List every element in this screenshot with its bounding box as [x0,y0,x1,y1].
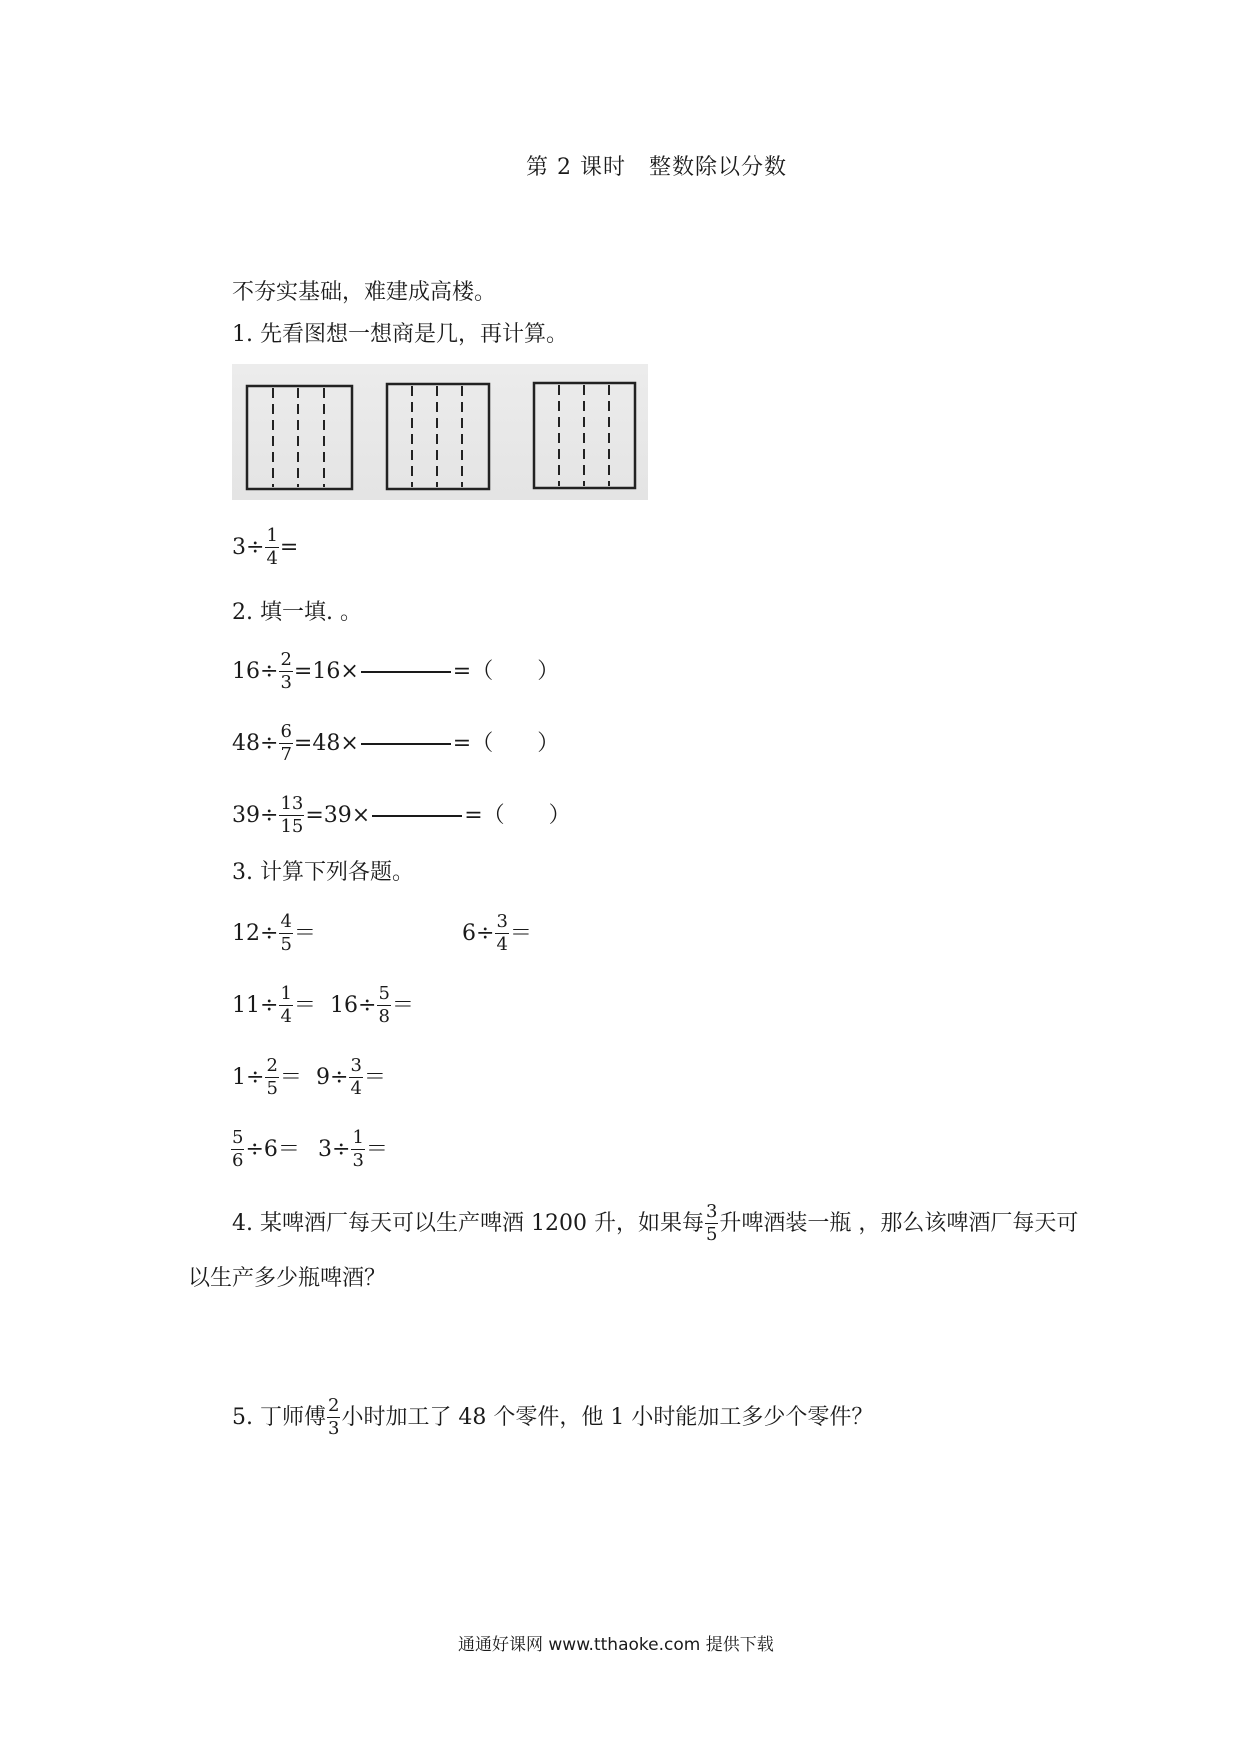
answer-parentheses[interactable]: =（ ） [464,802,571,828]
denominator: 8 [378,1006,390,1027]
divide-part: ÷6＝ [245,1136,300,1162]
numerator: 2 [266,1055,278,1076]
equals-sign: = [279,534,299,560]
fraction [279,794,304,837]
fraction [705,1202,718,1245]
question-2-item [232,650,559,693]
fraction [279,722,292,765]
calc-item [232,912,316,955]
question-4-line-2: 以生产多少瓶啤酒？ [188,1266,387,1291]
question-1-expression [232,526,298,569]
whole-part: 9÷ [316,1064,349,1090]
numerator: 2 [280,649,292,670]
whole-part: 1÷ [232,1064,265,1090]
numerator: 1 [266,525,278,546]
fraction [279,912,292,955]
page-title: 第 2 课时 整数除以分数 [526,155,787,180]
page-footer: 通通好课网 www.tthaoke.com 提供下载 [458,1635,774,1655]
whole-part: 48÷ [232,730,279,756]
fraction [327,1396,340,1439]
whole-part: 3÷ [318,1136,351,1162]
answer-parentheses[interactable]: =（ ） [452,658,560,684]
whole-part: 12÷ [232,920,279,946]
calc-item [232,1056,302,1099]
question-1-label: 1. 先看图想一想商是几，再计算。 [232,322,568,347]
whole-part: 6÷ [462,920,495,946]
squares-divided-into-quarters-icon [232,364,648,500]
answer-blank-line[interactable] [372,815,462,817]
motto: 不夯实基础，难建成高楼。 [232,280,497,305]
numerator: 5 [378,983,390,1004]
answer-blank-line[interactable] [361,743,451,745]
numerator: 2 [327,1395,340,1416]
calc-item [230,1128,300,1171]
denominator: 5 [280,934,292,955]
numerator: 6 [280,721,292,742]
whole-part: 16÷ [232,658,279,684]
equals-sign: ＝ [293,992,316,1018]
denominator: 4 [266,548,278,569]
denominator: 6 [232,1150,244,1171]
denominator: 15 [280,816,304,837]
question-3-label: 3. 计算下列各题。 [232,860,414,885]
denominator: 4 [280,1006,292,1027]
question-5-text: 小时加工了 48 个零件，他 1 小时能加工多少个零件？ [341,1404,874,1430]
calc-item [318,1128,388,1171]
fraction [231,1128,244,1171]
numerator: 1 [352,1127,364,1148]
numerator: 3 [705,1201,718,1222]
whole-part: 16÷ [330,992,377,1018]
question-4-text: 升啤酒装一瓶 ，那么该啤酒厂每天可 [719,1210,1079,1236]
fraction [495,912,508,955]
denominator: 3 [352,1150,364,1171]
whole-part: 39÷ [232,802,279,828]
question-2-label: 2. 填一填. 。 [232,600,362,625]
fraction [279,984,292,1027]
denominator: 3 [327,1418,340,1439]
equals-sign: ＝ [363,1064,386,1090]
question-4-line-1 [232,1202,1078,1245]
fraction [265,1056,278,1099]
numerator: 1 [280,983,292,1004]
question-5 [232,1396,873,1439]
equals-sign: ＝ [365,1136,388,1162]
numerator: 3 [350,1055,362,1076]
calc-item [330,984,414,1027]
numerator: 3 [496,911,508,932]
multiply-part: =48× [293,730,359,756]
denominator: 4 [496,934,508,955]
multiply-part: =16× [293,658,359,684]
question-5-text: 5. 丁师傅 [232,1404,326,1430]
question-2-item [232,722,559,765]
whole-part: 3÷ [232,534,265,560]
answer-blank-line[interactable] [361,671,451,673]
equals-sign: ＝ [279,1064,302,1090]
numerator: 5 [232,1127,244,1148]
whole-part: 11÷ [232,992,279,1018]
question-2-item [232,794,571,837]
fraction-grid-photo [232,364,648,500]
denominator: 5 [705,1224,718,1245]
equals-sign: ＝ [391,992,414,1018]
equals-sign: ＝ [509,920,532,946]
fraction [265,526,278,569]
calc-item [232,984,316,1027]
fraction [351,1128,364,1171]
equals-sign: ＝ [293,920,316,946]
denominator: 7 [280,744,292,765]
answer-parentheses[interactable]: =（ ） [452,730,560,756]
fraction [279,650,292,693]
calc-item [462,912,532,955]
calc-item [316,1056,386,1099]
question-4-text: 4. 某啤酒厂每天可以生产啤酒 1200 升，如果每 [232,1210,704,1236]
fraction [349,1056,362,1099]
denominator: 4 [350,1078,362,1099]
numerator: 4 [280,911,292,932]
denominator: 5 [266,1078,278,1099]
multiply-part: =39× [305,802,371,828]
fraction [377,984,390,1027]
numerator: 13 [280,793,304,814]
denominator: 3 [280,672,292,693]
